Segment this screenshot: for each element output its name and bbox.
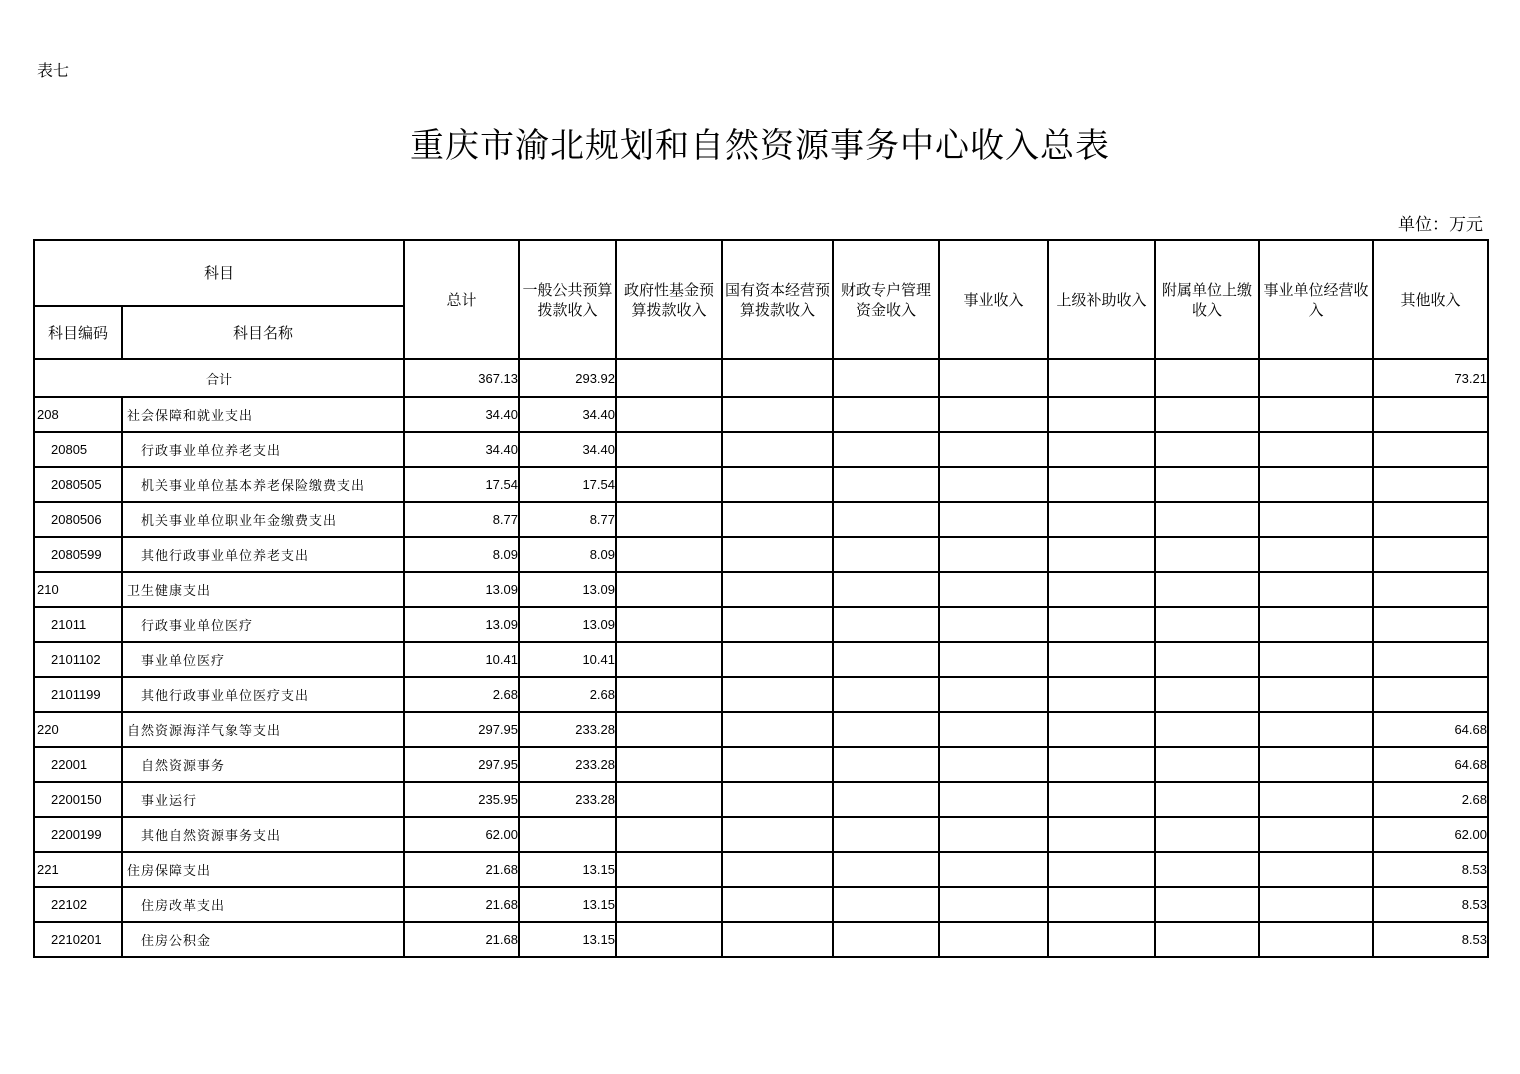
- row-gov-fund: [616, 922, 722, 957]
- row-total: 21.68: [404, 922, 519, 957]
- header-code: 科目编码: [34, 306, 122, 359]
- table-row: [34, 467, 1488, 502]
- row-state-capital: [722, 572, 833, 607]
- table-row: [34, 747, 1488, 782]
- header-superior-subsidy: 上级补助收入: [1048, 240, 1155, 359]
- total-affiliated-payment: [1155, 359, 1259, 397]
- row-total: 2.68: [404, 677, 519, 712]
- row-operating-income: [1259, 467, 1373, 502]
- row-code: 2080505: [34, 467, 122, 502]
- row-special-account: [833, 922, 939, 957]
- row-affiliated-payment: [1155, 782, 1259, 817]
- row-affiliated-payment: [1155, 922, 1259, 957]
- table-row: [34, 782, 1488, 817]
- row-code: 2080599: [34, 537, 122, 572]
- row-special-account: [833, 677, 939, 712]
- row-superior-subsidy: [1048, 572, 1155, 607]
- row-name: 其他行政事业单位医疗支出: [122, 677, 404, 712]
- row-gov-fund: [616, 432, 722, 467]
- row-general-budget: 17.54: [519, 467, 616, 502]
- row-code: 2210201: [34, 922, 122, 957]
- row-general-budget: 34.40: [519, 397, 616, 432]
- row-superior-subsidy: [1048, 537, 1155, 572]
- row-affiliated-payment: [1155, 887, 1259, 922]
- row-superior-subsidy: [1048, 677, 1155, 712]
- row-special-account: [833, 502, 939, 537]
- row-business-income: [939, 712, 1048, 747]
- row-business-income: [939, 887, 1048, 922]
- table-row: [34, 432, 1488, 467]
- row-general-budget: 13.15: [519, 852, 616, 887]
- row-name: 住房公积金: [122, 922, 404, 957]
- row-gov-fund: [616, 747, 722, 782]
- row-gov-fund: [616, 502, 722, 537]
- total-row: [34, 359, 1488, 397]
- header-state-capital: 国有资本经营预算拨款收入: [722, 240, 833, 359]
- row-business-income: [939, 502, 1048, 537]
- row-business-income: [939, 747, 1048, 782]
- row-business-income: [939, 537, 1048, 572]
- row-operating-income: [1259, 642, 1373, 677]
- row-superior-subsidy: [1048, 642, 1155, 677]
- row-gov-fund: [616, 712, 722, 747]
- row-gov-fund: [616, 677, 722, 712]
- row-gov-fund: [616, 572, 722, 607]
- row-other-income: 8.53: [1373, 852, 1488, 887]
- row-state-capital: [722, 432, 833, 467]
- row-special-account: [833, 397, 939, 432]
- row-business-income: [939, 642, 1048, 677]
- row-general-budget: 10.41: [519, 642, 616, 677]
- row-affiliated-payment: [1155, 607, 1259, 642]
- row-code: 22001: [34, 747, 122, 782]
- row-gov-fund: [616, 887, 722, 922]
- row-total: 8.77: [404, 502, 519, 537]
- row-superior-subsidy: [1048, 922, 1155, 957]
- row-business-income: [939, 467, 1048, 502]
- row-code: 2080506: [34, 502, 122, 537]
- row-state-capital: [722, 747, 833, 782]
- row-other-income: [1373, 397, 1488, 432]
- row-gov-fund: [616, 467, 722, 502]
- total-label: 合计: [34, 359, 404, 397]
- row-gov-fund: [616, 642, 722, 677]
- row-gov-fund: [616, 397, 722, 432]
- header-business-income: 事业收入: [939, 240, 1048, 359]
- row-affiliated-payment: [1155, 432, 1259, 467]
- row-business-income: [939, 607, 1048, 642]
- row-operating-income: [1259, 817, 1373, 852]
- row-total: 62.00: [404, 817, 519, 852]
- unit-label: 单位：万元: [1398, 215, 1483, 235]
- row-superior-subsidy: [1048, 852, 1155, 887]
- row-business-income: [939, 817, 1048, 852]
- row-operating-income: [1259, 537, 1373, 572]
- row-general-budget: 8.77: [519, 502, 616, 537]
- row-name: 行政事业单位养老支出: [122, 432, 404, 467]
- row-gov-fund: [616, 852, 722, 887]
- row-state-capital: [722, 502, 833, 537]
- row-superior-subsidy: [1048, 607, 1155, 642]
- row-superior-subsidy: [1048, 397, 1155, 432]
- row-general-budget: 13.15: [519, 887, 616, 922]
- row-general-budget: 233.28: [519, 712, 616, 747]
- row-affiliated-payment: [1155, 572, 1259, 607]
- row-name: 机关事业单位职业年金缴费支出: [122, 502, 404, 537]
- row-total: 21.68: [404, 887, 519, 922]
- row-affiliated-payment: [1155, 852, 1259, 887]
- row-code: 2200199: [34, 817, 122, 852]
- row-code: 21011: [34, 607, 122, 642]
- row-operating-income: [1259, 397, 1373, 432]
- row-total: 297.95: [404, 712, 519, 747]
- page-title: 重庆市渝北规划和自然资源事务中心收入总表: [410, 126, 1110, 166]
- row-state-capital: [722, 852, 833, 887]
- table-row: [34, 537, 1488, 572]
- row-affiliated-payment: [1155, 537, 1259, 572]
- row-total: 13.09: [404, 607, 519, 642]
- row-name: 机关事业单位基本养老保险缴费支出: [122, 467, 404, 502]
- row-other-income: 8.53: [1373, 887, 1488, 922]
- header-special-account: 财政专户管理资金收入: [833, 240, 939, 359]
- total-superior-subsidy: [1048, 359, 1155, 397]
- row-total: 297.95: [404, 747, 519, 782]
- row-code: 220: [34, 712, 122, 747]
- row-total: 235.95: [404, 782, 519, 817]
- row-name: 住房保障支出: [122, 852, 404, 887]
- row-code: 208: [34, 397, 122, 432]
- row-general-budget: 13.09: [519, 607, 616, 642]
- row-gov-fund: [616, 817, 722, 852]
- row-name: 其他行政事业单位养老支出: [122, 537, 404, 572]
- row-superior-subsidy: [1048, 502, 1155, 537]
- row-total: 8.09: [404, 537, 519, 572]
- row-state-capital: [722, 677, 833, 712]
- row-other-income: 2.68: [1373, 782, 1488, 817]
- row-special-account: [833, 467, 939, 502]
- row-operating-income: [1259, 712, 1373, 747]
- table-row: [34, 817, 1488, 852]
- row-other-income: [1373, 607, 1488, 642]
- row-general-budget: 13.15: [519, 922, 616, 957]
- table-row: [34, 397, 1488, 432]
- row-operating-income: [1259, 572, 1373, 607]
- header-affiliated-payment: 附属单位上缴收入: [1155, 240, 1259, 359]
- row-other-income: 64.68: [1373, 712, 1488, 747]
- row-operating-income: [1259, 852, 1373, 887]
- row-name: 事业运行: [122, 782, 404, 817]
- row-state-capital: [722, 607, 833, 642]
- row-name: 住房改革支出: [122, 887, 404, 922]
- row-other-income: [1373, 572, 1488, 607]
- row-code: 20805: [34, 432, 122, 467]
- total-business-income: [939, 359, 1048, 397]
- row-operating-income: [1259, 677, 1373, 712]
- row-code: 221: [34, 852, 122, 887]
- row-business-income: [939, 397, 1048, 432]
- row-code: 2101102: [34, 642, 122, 677]
- row-affiliated-payment: [1155, 397, 1259, 432]
- header-subject: 科目: [34, 240, 404, 306]
- row-superior-subsidy: [1048, 712, 1155, 747]
- row-special-account: [833, 712, 939, 747]
- row-state-capital: [722, 712, 833, 747]
- row-affiliated-payment: [1155, 467, 1259, 502]
- row-name: 社会保障和就业支出: [122, 397, 404, 432]
- row-general-budget: 233.28: [519, 782, 616, 817]
- total-general-budget: 293.92: [519, 359, 616, 397]
- header-name: 科目名称: [122, 306, 404, 359]
- row-other-income: [1373, 502, 1488, 537]
- row-operating-income: [1259, 887, 1373, 922]
- row-code: 2200150: [34, 782, 122, 817]
- row-gov-fund: [616, 537, 722, 572]
- row-other-income: 64.68: [1373, 747, 1488, 782]
- row-gov-fund: [616, 607, 722, 642]
- row-business-income: [939, 677, 1048, 712]
- table-row: [34, 642, 1488, 677]
- row-name: 其他自然资源事务支出: [122, 817, 404, 852]
- row-business-income: [939, 432, 1048, 467]
- header-total: 总计: [404, 240, 519, 359]
- row-other-income: 62.00: [1373, 817, 1488, 852]
- row-state-capital: [722, 467, 833, 502]
- row-special-account: [833, 747, 939, 782]
- row-state-capital: [722, 782, 833, 817]
- table-row: [34, 572, 1488, 607]
- row-superior-subsidy: [1048, 817, 1155, 852]
- total-operating-income: [1259, 359, 1373, 397]
- row-code: 22102: [34, 887, 122, 922]
- row-superior-subsidy: [1048, 747, 1155, 782]
- row-other-income: [1373, 537, 1488, 572]
- row-special-account: [833, 537, 939, 572]
- row-affiliated-payment: [1155, 817, 1259, 852]
- row-gov-fund: [616, 782, 722, 817]
- table-row: [34, 852, 1488, 887]
- row-general-budget: 2.68: [519, 677, 616, 712]
- header-operating-income: 事业单位经营收入: [1259, 240, 1373, 359]
- row-general-budget: [519, 817, 616, 852]
- row-special-account: [833, 782, 939, 817]
- row-total: 34.40: [404, 432, 519, 467]
- row-total: 10.41: [404, 642, 519, 677]
- table-row: [34, 607, 1488, 642]
- row-general-budget: 8.09: [519, 537, 616, 572]
- row-other-income: [1373, 642, 1488, 677]
- row-superior-subsidy: [1048, 887, 1155, 922]
- row-operating-income: [1259, 607, 1373, 642]
- row-code: 210: [34, 572, 122, 607]
- row-general-budget: 34.40: [519, 432, 616, 467]
- row-total: 34.40: [404, 397, 519, 432]
- row-affiliated-payment: [1155, 712, 1259, 747]
- row-other-income: [1373, 467, 1488, 502]
- row-superior-subsidy: [1048, 432, 1155, 467]
- row-name: 卫生健康支出: [122, 572, 404, 607]
- row-name: 自然资源事务: [122, 747, 404, 782]
- row-special-account: [833, 852, 939, 887]
- row-state-capital: [722, 537, 833, 572]
- row-name: 事业单位医疗: [122, 642, 404, 677]
- row-operating-income: [1259, 747, 1373, 782]
- total-special-account: [833, 359, 939, 397]
- header-gov-fund: 政府性基金预算拨款收入: [616, 240, 722, 359]
- row-other-income: [1373, 677, 1488, 712]
- row-total: 21.68: [404, 852, 519, 887]
- row-state-capital: [722, 642, 833, 677]
- row-special-account: [833, 572, 939, 607]
- row-state-capital: [722, 817, 833, 852]
- total-total: 367.13: [404, 359, 519, 397]
- row-special-account: [833, 432, 939, 467]
- row-other-income: 8.53: [1373, 922, 1488, 957]
- table-row: [34, 887, 1488, 922]
- row-name: 行政事业单位医疗: [122, 607, 404, 642]
- row-other-income: [1373, 432, 1488, 467]
- row-operating-income: [1259, 432, 1373, 467]
- total-gov-fund: [616, 359, 722, 397]
- header-other-income: 其他收入: [1373, 240, 1488, 359]
- total-other-income: 73.21: [1373, 359, 1488, 397]
- row-total: 13.09: [404, 572, 519, 607]
- row-superior-subsidy: [1048, 782, 1155, 817]
- row-code: 2101199: [34, 677, 122, 712]
- row-special-account: [833, 817, 939, 852]
- row-state-capital: [722, 397, 833, 432]
- table-row: [34, 677, 1488, 712]
- table-row: [34, 922, 1488, 957]
- row-state-capital: [722, 887, 833, 922]
- row-operating-income: [1259, 922, 1373, 957]
- row-affiliated-payment: [1155, 747, 1259, 782]
- row-name: 自然资源海洋气象等支出: [122, 712, 404, 747]
- row-general-budget: 233.28: [519, 747, 616, 782]
- row-special-account: [833, 642, 939, 677]
- table-row: [34, 502, 1488, 537]
- row-superior-subsidy: [1048, 467, 1155, 502]
- row-special-account: [833, 607, 939, 642]
- row-operating-income: [1259, 782, 1373, 817]
- row-affiliated-payment: [1155, 642, 1259, 677]
- row-affiliated-payment: [1155, 677, 1259, 712]
- row-affiliated-payment: [1155, 502, 1259, 537]
- table-number: 表七: [37, 61, 70, 80]
- row-special-account: [833, 887, 939, 922]
- header-general-budget: 一般公共预算拨款收入: [519, 240, 616, 359]
- row-business-income: [939, 922, 1048, 957]
- row-business-income: [939, 852, 1048, 887]
- row-total: 17.54: [404, 467, 519, 502]
- row-state-capital: [722, 922, 833, 957]
- total-state-capital: [722, 359, 833, 397]
- row-operating-income: [1259, 502, 1373, 537]
- row-business-income: [939, 782, 1048, 817]
- table-row: [34, 712, 1488, 747]
- income-summary-table: [33, 239, 1489, 958]
- row-business-income: [939, 572, 1048, 607]
- row-general-budget: 13.09: [519, 572, 616, 607]
